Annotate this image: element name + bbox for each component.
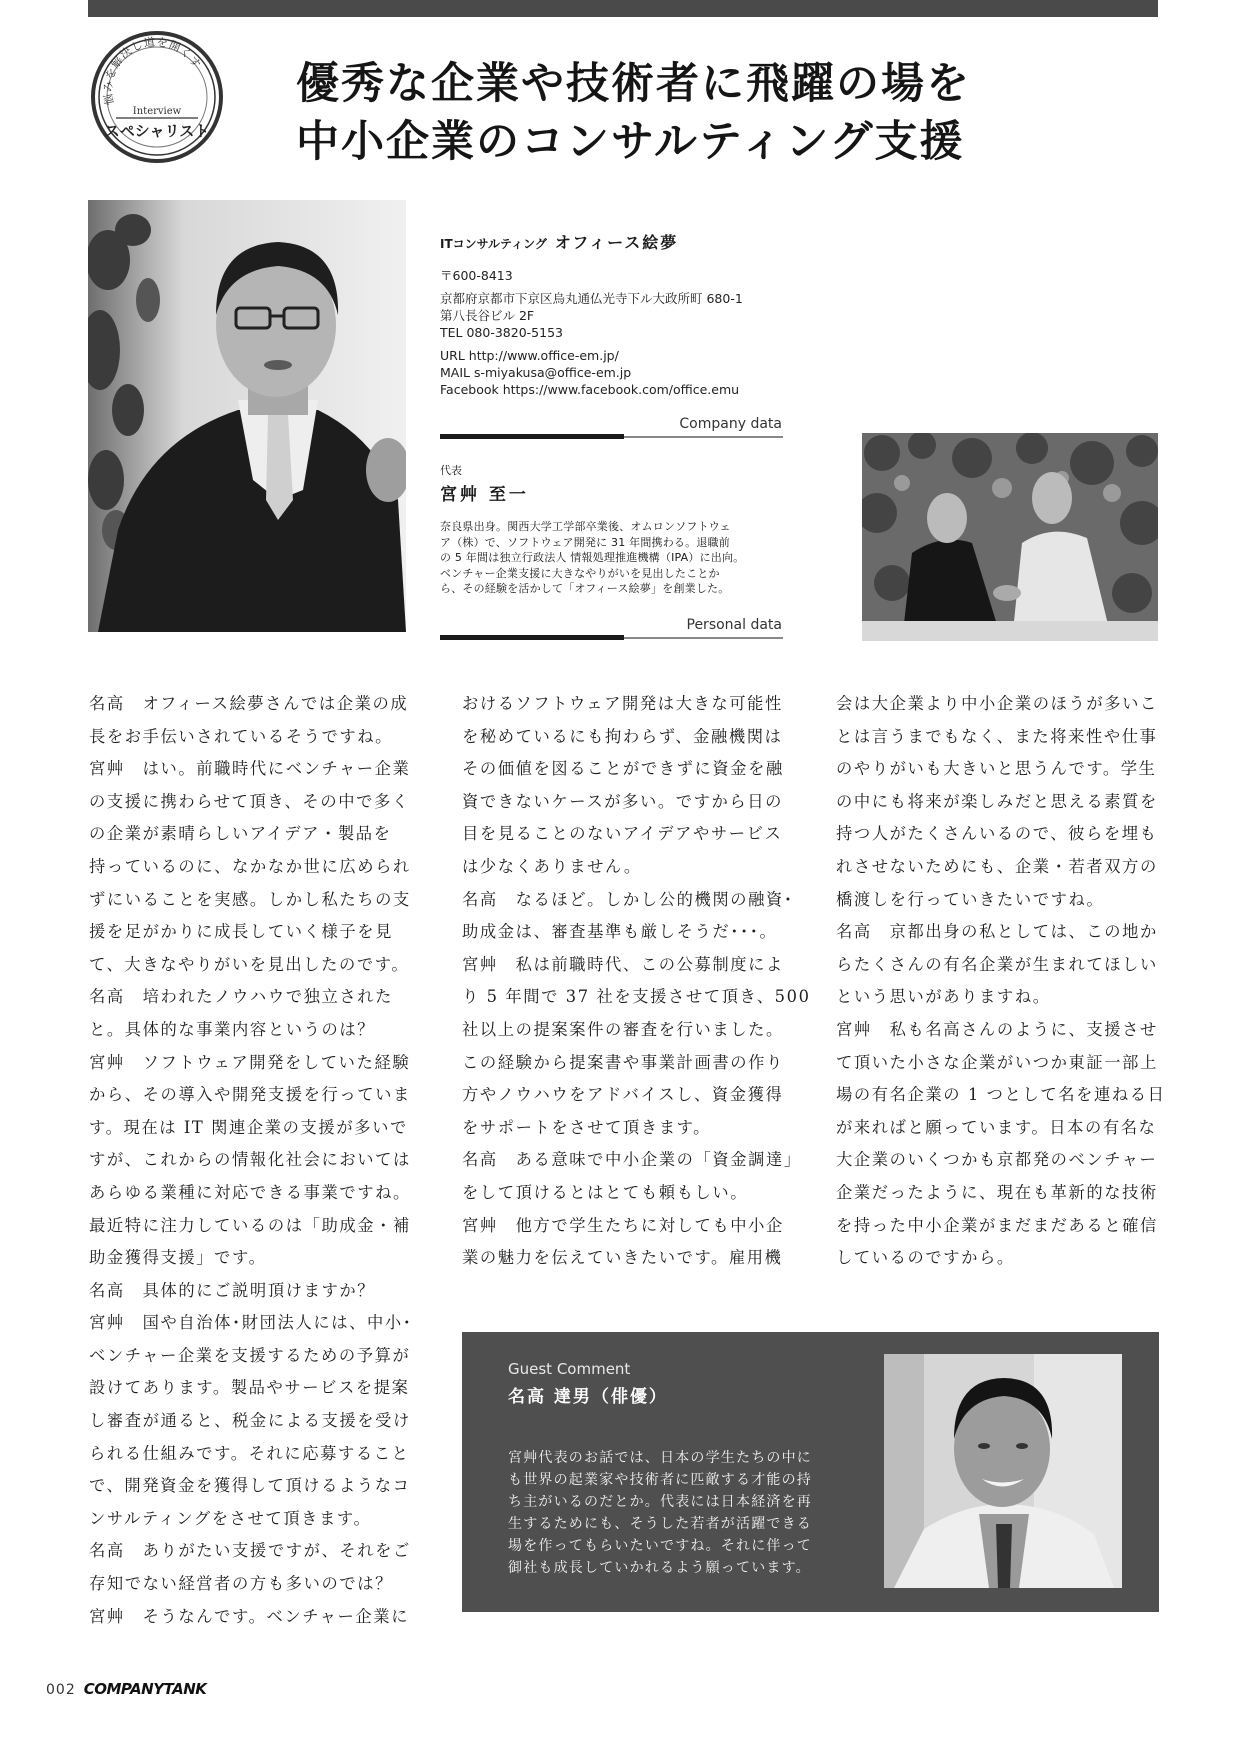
article-line: 宮艸 私も名高さんのように、支援させ	[836, 1019, 1158, 1039]
article-line: 名高 培われたノウハウで独立された	[89, 987, 393, 1007]
company-data-label: Company data	[679, 416, 782, 432]
article-line: 宮艸 そうなんです。ベンチャー企業に	[89, 1606, 410, 1626]
page-title	[296, 55, 1156, 171]
article-line: 助金獲得支援」です。	[89, 1248, 267, 1268]
article-line: のやりがいも大きいと思うんです。学生	[836, 759, 1157, 779]
guest-name: 名高 達男（俳優）	[508, 1387, 668, 1407]
company-mail[interactable]: MAIL s-miyakusa@office-em.jp	[440, 365, 632, 380]
magazine-logo: COMPANYTANK	[83, 1680, 207, 1698]
article-line: を持った中小企業がまだまだあると確信	[836, 1215, 1158, 1235]
article-line: が来ればと願っています。日本の有名な	[836, 1117, 1157, 1137]
article-line: で、開発資金を獲得して頂けるようなコ	[89, 1476, 411, 1496]
article-line: られる仕組みです。それに応募すること	[89, 1443, 410, 1463]
article-line: 大企業のいくつかも京都発のベンチャー	[836, 1150, 1158, 1170]
guest-comment-line: 宮艸代表のお話では、日本の学生たちの中に	[508, 1450, 812, 1466]
company-postal: 〒600-8413	[440, 268, 513, 283]
article-line: 名高 オフィース絵夢さんでは企業の成	[89, 694, 409, 713]
company-data	[440, 230, 785, 398]
article-line: 会は大企業より中小企業のほうが多いこ	[836, 694, 1158, 713]
company-url[interactable]: URL http://www.office-em.jp/	[440, 348, 619, 363]
article-line: とは言うまでもなく、また将来性や仕事	[836, 726, 1158, 746]
article-line: おけるソフトウェア開発は大きな可能性	[462, 694, 783, 713]
article-line: 企業だったように、現在も革新的な技術	[836, 1182, 1158, 1202]
article-line: をサポートをさせて頂きます。	[462, 1117, 712, 1137]
portrait-photo	[88, 200, 406, 632]
article-line: れさせないためにも、企業・若者双方の	[836, 856, 1158, 876]
rep-bio-line: ベンチャー企業支援に大きなやりがいを見出したことか	[440, 566, 720, 580]
article-line: 名高 なるほど。しかし公的機関の融資･	[462, 889, 794, 909]
article-line: 名高 ある意味で中小企業の「資金調達」	[462, 1150, 802, 1170]
article-line: 宮艸 はい。前職時代にベンチャー企業	[89, 759, 411, 779]
company-tel: TEL 080-3820-5153	[440, 325, 563, 340]
article-line: と。具体的な事業内容というのは？	[89, 1019, 376, 1039]
handshake-photo	[862, 433, 1158, 641]
guest-comment-line: 御社も成長していかれるよう願っています。	[508, 1560, 811, 1576]
company-category: ITコンサルティング	[440, 237, 547, 251]
article-line: ずにいることを実感。しかし私たちの支	[89, 889, 411, 909]
stamp-badge-icon	[90, 30, 224, 164]
rep-bio-line: ア（株）で、ソフトウェア開発に 31 年間携わる。退職前	[440, 535, 730, 549]
article-line: 設けてあります。製品やサービスを提案	[89, 1378, 410, 1398]
rep-name: 宮艸 至一	[440, 485, 529, 505]
article-line: を秘めているにも拘わらず、金融機関は	[462, 726, 783, 746]
article-line: という思いがありますね。	[836, 987, 1051, 1007]
article-line: から、その導入や開発支援を行っていま	[89, 1085, 411, 1105]
guest-comment-line: も世界の起業家や技術者に匹敵する才能の持	[508, 1472, 812, 1488]
article-line: の支援に携わらせて頂き、その中で多く	[89, 791, 410, 811]
article-line: 場の有名企業の 1 つとして名を連ねる日	[836, 1085, 1166, 1105]
company-divider-accent	[440, 434, 624, 439]
article-line: ベンチャー企業を支援するための予算が	[89, 1345, 411, 1365]
article-line: 宮艸 ソフトウェア開発をしていた経験	[89, 1052, 411, 1072]
article-line: 橋渡しを行っていきたいですね。	[836, 889, 1105, 909]
page-number: 002	[46, 1682, 76, 1698]
guest-comment-box	[462, 1332, 1159, 1612]
article-line: り 5 年間で 37 社を支援させて頂き、500	[462, 987, 811, 1007]
company-address-2: 第八長谷ビル 2F	[440, 308, 535, 323]
article-column-3	[836, 688, 1166, 1275]
article-line: ンサルティングをさせて頂きます。	[89, 1508, 372, 1528]
guest-photo	[884, 1354, 1122, 1588]
article-line: し審査が通ると、税金による支援を受け	[89, 1411, 411, 1431]
rep-bio-line: 奈良県出身。関西大学工学部卒業後、オムロンソフトウェ	[440, 520, 731, 533]
article-line: 名高 ありがたい支援ですが、それをご	[89, 1541, 411, 1561]
headline-line-1: 優秀な企業や技術者に飛躍の場を	[296, 59, 971, 109]
article-column-1	[89, 688, 411, 1633]
rep-bio-line: の 5 年間は独立行政法人 情報処理推進機構（IPA）に出向。	[440, 551, 745, 564]
article-line: 方やノウハウをアドバイスし、資金獲得	[462, 1085, 784, 1105]
article-line: 存知でない経営者の方も多いのでは？	[89, 1574, 393, 1594]
page-footer	[46, 1680, 206, 1698]
article-line: は少なくありません。	[462, 856, 642, 876]
guest-comment-line: 生するためにも、そうした若者が活躍できる	[508, 1516, 812, 1532]
article-line: 資できないケースが多い。ですから日の	[462, 791, 784, 811]
rep-bio-line: ら、その経験を活かして「オフィース絵夢」を創業した。	[440, 582, 730, 595]
personal-data	[440, 462, 785, 597]
article-line: 助成金は、審査基準も厳しそうだ･･･。	[462, 922, 778, 942]
article-line: 宮艸 他方で学生たちに対しても中小企	[462, 1215, 784, 1235]
article-column-2	[462, 688, 811, 1275]
article-line: 目を見ることのないアイデアやサービス	[462, 824, 783, 844]
guest-comment-line: ち主がいるのだとか。代表には日本経済を再	[508, 1494, 812, 1510]
article-line: この経験から提案書や事業計画書の作り	[462, 1052, 784, 1072]
article-line: 業の魅力を伝えていきたいです。雇用機	[462, 1248, 783, 1268]
article-line: らたくさんの有名企業が生まれてほしい	[836, 954, 1158, 974]
article-line: 宮艸 国や自治体･財団法人には、中小･	[89, 1313, 413, 1333]
company-name: オフィース絵夢	[554, 233, 679, 252]
company-facebook[interactable]: Facebook https://www.facebook.com/office.emu	[440, 382, 740, 397]
article-line: しているのですから。	[836, 1248, 1015, 1268]
article-line: 援を足がかりに成長していく様子を見	[89, 922, 393, 942]
article-line: の企業が素晴らしいアイデア・製品を	[89, 824, 392, 844]
article-line: の中にも将来が楽しみだと思える素質を	[836, 791, 1158, 811]
article-line: あらゆる業種に対応できる事業ですね。	[89, 1182, 411, 1202]
article-line: すが、これからの情報化社会においては	[89, 1150, 411, 1170]
guest-comment-text	[508, 1447, 838, 1579]
article-line: をして頂けるとはとても頼もしい。	[462, 1182, 749, 1202]
interview-specialist-stamp	[90, 30, 224, 164]
article-line: 長をお手伝いされているそうですね。	[89, 726, 393, 746]
stamp-main: スペシャリスト	[104, 122, 210, 140]
article-line: て、大きなやりがいを見出したのです。	[89, 954, 410, 974]
personal-data-label: Personal data	[686, 617, 782, 633]
article-line: て頂いた小さな企業がいつか東証一部上	[836, 1052, 1158, 1072]
article-line: 最近特に注力しているのは「助成金・補	[89, 1215, 411, 1235]
article-line: 名高 具体的にご説明頂けますか？	[89, 1280, 376, 1300]
personal-divider-accent	[440, 635, 624, 640]
guest-comment-line: 場を作ってもらいたいですね。それに伴って	[508, 1538, 812, 1554]
article-line: 持っているのに、なかなか世に広められ	[89, 856, 411, 876]
article-line: す。現在は IT 関連企業の支援が多いで	[89, 1117, 408, 1137]
company-address-1: 京都府京都市下京区烏丸通仏光寺下ル大政所町 680-1	[440, 291, 743, 306]
article-line: 宮艸 私は前職時代、この公募制度によ	[462, 954, 784, 974]
article-line: 持つ人がたくさんいるので、彼らを埋も	[836, 824, 1158, 844]
guest-comment-label: Guest Comment	[508, 1360, 631, 1378]
stamp-interview: Interview	[132, 106, 182, 117]
stamp-arc-text: 悩みを解決し道を開くす	[101, 35, 204, 106]
top-bar	[88, 0, 1158, 17]
article-line: 名高 京都出身の私としては、この地か	[836, 922, 1158, 942]
article-line: 社以上の提案案件の審査を行いました。	[462, 1019, 784, 1039]
rep-role: 代表	[440, 464, 462, 477]
headline-line-2: 中小企業のコンサルティング支援	[296, 117, 965, 167]
article-line: その価値を図ることができずに資金を融	[462, 759, 784, 779]
